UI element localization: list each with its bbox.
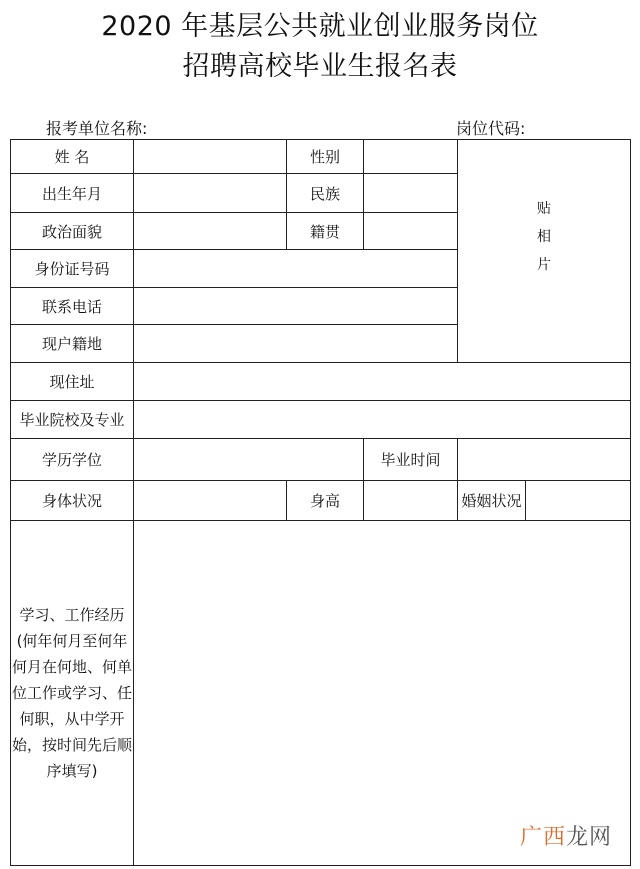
school-major-label: 毕业院校及专业 — [11, 401, 134, 439]
photo-char-1: 贴 — [537, 201, 551, 217]
hukou-label: 现户籍地 — [11, 325, 134, 363]
id-number-field[interactable] — [134, 250, 458, 288]
political-label: 政治面貌 — [11, 213, 134, 250]
id-number-label: 身份证号码 — [11, 250, 134, 288]
height-label: 身高 — [287, 481, 364, 521]
resume-label: 学习、工作经历(何年何月至何年何月在何地、何单位工作或学习、任何职，从中学开始，按时间先后顺序填写) — [11, 521, 134, 866]
health-label: 身体状况 — [11, 481, 134, 521]
form-title-line1: 2020 年基层公共就业创业服务岗位 — [101, 11, 539, 42]
marital-field[interactable] — [526, 481, 631, 521]
watermark-logo — [520, 820, 612, 851]
birth-field[interactable] — [134, 174, 287, 213]
grad-time-label: 毕业时间 — [364, 439, 458, 481]
birth-label: 出生年月 — [11, 174, 134, 213]
native-place-field[interactable] — [364, 213, 458, 250]
ethnicity-field[interactable] — [364, 174, 458, 213]
photo-char-2: 相 — [537, 229, 551, 245]
degree-field[interactable] — [134, 439, 364, 481]
phone-label: 联系电话 — [11, 288, 134, 325]
health-field[interactable] — [134, 481, 287, 521]
unit-name-label: 报考单位名称: — [46, 119, 148, 138]
height-field[interactable] — [364, 481, 458, 521]
photo-placeholder — [458, 198, 630, 274]
address-field[interactable] — [134, 363, 631, 401]
grad-time-field[interactable] — [458, 439, 631, 481]
school-major-field[interactable] — [134, 401, 631, 439]
native-place-label: 籍贯 — [287, 213, 364, 250]
photo-box[interactable] — [458, 140, 631, 363]
registration-form-table — [10, 139, 631, 866]
hukou-field[interactable] — [134, 325, 458, 363]
name-label: 姓 名 — [11, 140, 134, 174]
address-label: 现住址 — [11, 363, 134, 401]
watermark-part2: 龙网 — [565, 825, 612, 850]
marital-label: 婚姻状况 — [458, 481, 526, 521]
name-field[interactable] — [134, 140, 287, 174]
political-field[interactable] — [134, 213, 287, 250]
watermark-part1: 广西 — [519, 825, 566, 850]
form-title-line2: 招聘高校毕业生报名表 — [182, 51, 458, 82]
post-code-label: 岗位代码: — [456, 119, 526, 138]
resume-field[interactable] — [134, 521, 631, 866]
phone-field[interactable] — [134, 288, 458, 325]
ethnicity-label: 民族 — [287, 174, 364, 213]
gender-label: 性别 — [287, 140, 364, 174]
degree-label: 学历学位 — [11, 439, 134, 481]
photo-char-3: 片 — [537, 257, 551, 273]
gender-field[interactable] — [364, 140, 458, 174]
